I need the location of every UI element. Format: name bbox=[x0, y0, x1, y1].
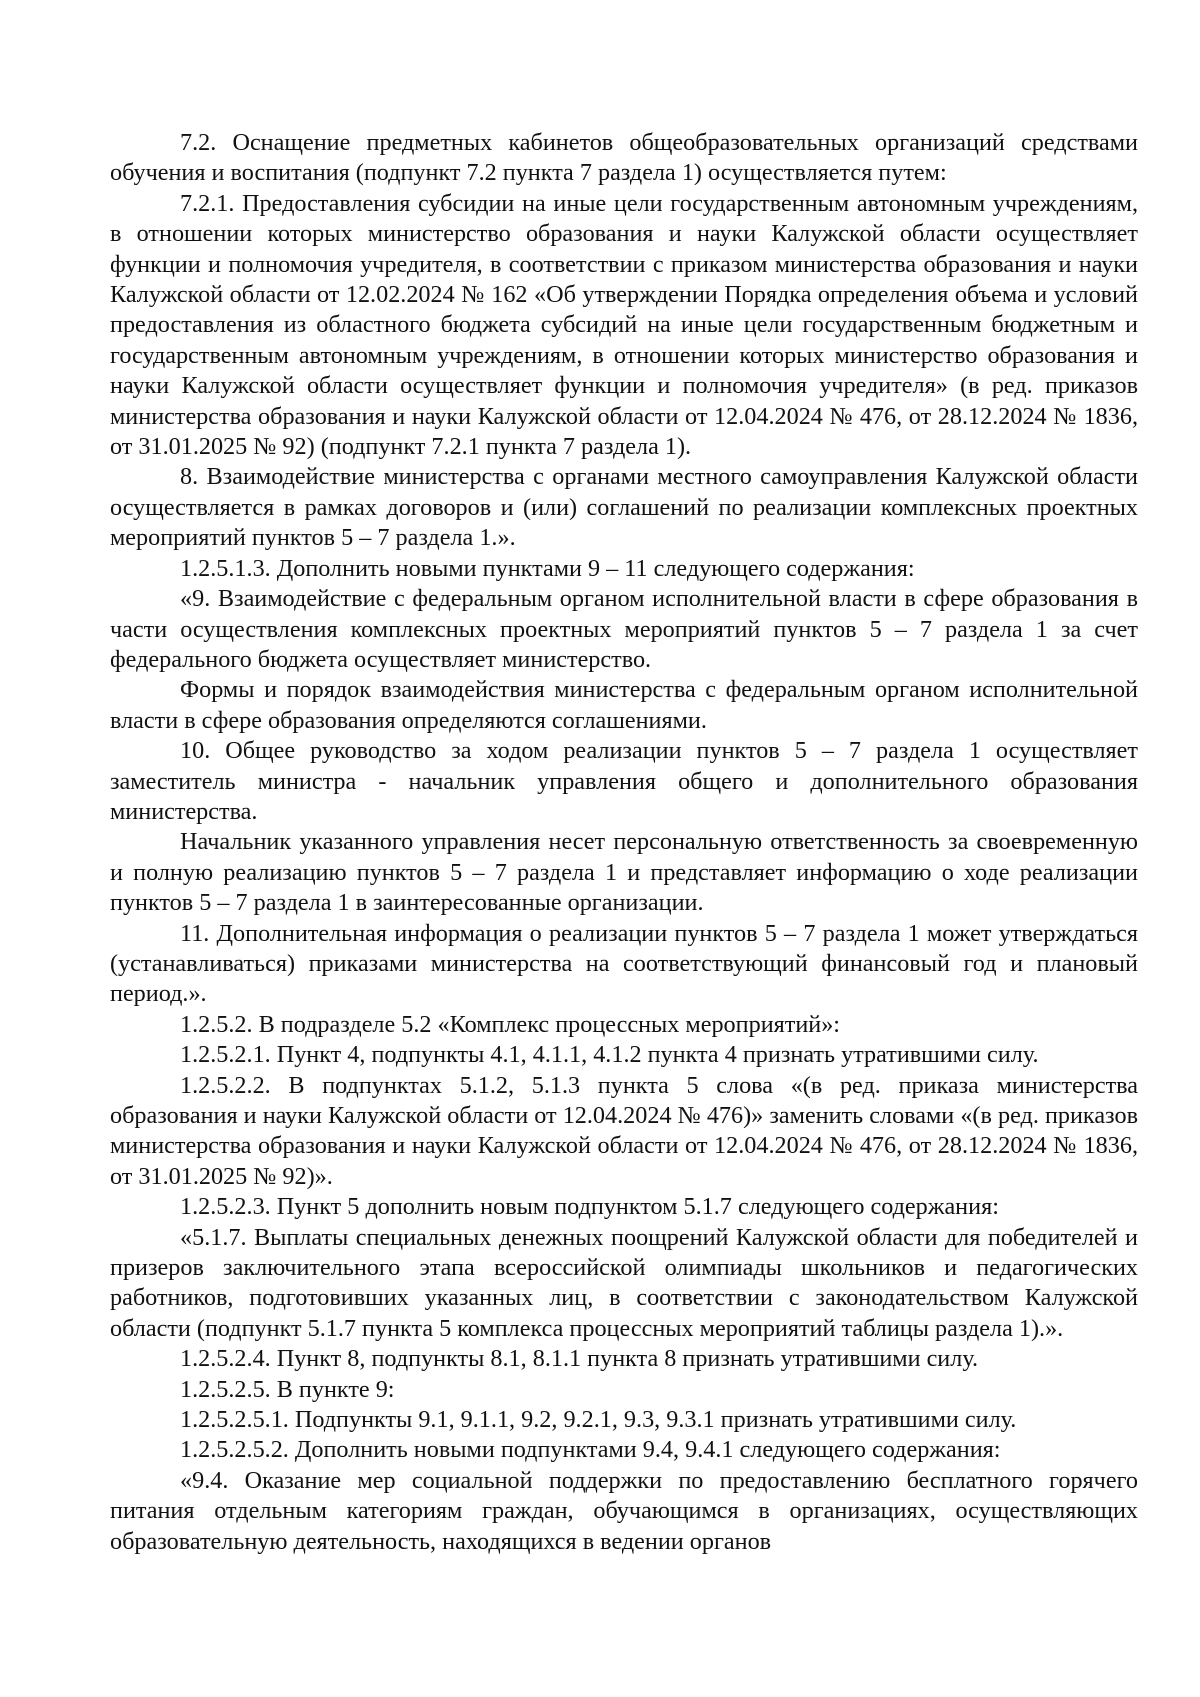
document-page bbox=[110, 128, 1138, 1557]
paragraph-7-2: 7.2. Оснащение предметных кабинетов общеобразовательных организаций средствами обучения и воспитания (подпункт 7.2 пункта 7 раздела 1) осуществляется путем: bbox=[110, 129, 1138, 187]
paragraph-1-2-5-2-5-2: 1.2.5.2.5.2. Дополнить новыми подпунктами 9.4, 9.4.1 следующего содержания: bbox=[180, 1436, 1001, 1464]
paragraph-10-head: Начальник указанного управления несет персональную ответственность за своевременную и полную реализацию пунктов 5 – 7 раздела 1 и представляет информацию о ходе реализации пунктов 5 – 7 раздела 1 в заинтересованные организации. bbox=[110, 828, 1138, 917]
paragraph-1-2-5-2: 1.2.5.2. В подразделе 5.2 «Комплекс процессных мероприятий»: bbox=[180, 1010, 841, 1038]
paragraph-9-4: «9.4. Оказание мер социальной поддержки по предоставлению бесплатного горячего питания отдельным категориям граждан, обучающимся в организациях, осуществляющих образовательную деятельность, находящихся в ведении органов bbox=[110, 1466, 1138, 1555]
paragraph-1-2-5-2-1: 1.2.5.2.1. Пункт 4, подпункты 4.1, 4.1.1, 4.1.2 пункта 4 признать утратившими силу. bbox=[180, 1041, 1039, 1069]
paragraph-1-2-5-2-3: 1.2.5.2.3. Пункт 5 дополнить новым подпунктом 5.1.7 следующего содержания: bbox=[180, 1193, 999, 1221]
paragraph-9-forms: Формы и порядок взаимодействия министерства с федеральным органом исполнительной власти в сфере образования определяются соглашениями. bbox=[110, 676, 1138, 734]
paragraph-8: 8. Взаимодействие министерства с органами местного самоуправления Калужской области осуществляется в рамках договоров и (или) соглашений по реализации комплексных проектных мероприятий пунктов 5 – 7 раздела 1.». bbox=[110, 463, 1138, 552]
paragraph-7-2-1: 7.2.1. Предоставления субсидии на иные цели государственным автономным учреждениям, в отношении которых министерство образования и науки Калужской области осуществляет функции и полномочия учредителя, в соответствии с приказом министерства образования и науки Калужской области от 12.02.2024 № 162 «Об утверждении Порядка определения объема и условий предоставления из областного бюджета субсидий на иные цели государственным бюджетным и государственным автономным учреждениям, в отношении которых министерство образования и науки Калужской области осуществляет функции и полномочия учредителя» (в ред. приказов министерства образования и науки Калужской области от 12.04.2024 № 476, от 28.12.2024 № 1836, от 31.01.2025 № 92) (подпункт 7.2.1 пункта 7 раздела 1). bbox=[110, 189, 1138, 461]
paragraph-1-2-5-2-2: 1.2.5.2.2. В подпунктах 5.1.2, 5.1.3 пункта 5 слова «(в ред. приказа министерства образования и науки Калужской области от 12.04.2024 № 476)» заменить словами «(в ред. приказов министерства образования и науки Калужской области от 12.04.2024 № 476, от 28.12.2024 № 1836, от 31.01.2025 № 92)». bbox=[110, 1071, 1138, 1190]
paragraph-10: 10. Общее руководство за ходом реализации пунктов 5 – 7 раздела 1 осуществляет заместитель министра - начальник управления общего и дополнительного образования министерства. bbox=[110, 737, 1138, 825]
paragraph-1-2-5-2-4: 1.2.5.2.4. Пункт 8, подпункты 8.1, 8.1.1 пункта 8 признать утратившими силу. bbox=[180, 1345, 979, 1373]
paragraph-9: «9. Взаимодействие с федеральным органом исполнительной власти в сфере образования в части осуществления комплексных проектных мероприятий пунктов 5 – 7 раздела 1 за счет федерального бюджета осуществляет министерство. bbox=[110, 585, 1138, 673]
paragraph-1-2-5-1-3: 1.2.5.1.3. Дополнить новыми пунктами 9 – 11 следующего содержания: bbox=[180, 554, 915, 582]
paragraph-1-2-5-2-5-1: 1.2.5.2.5.1. Подпункты 9.1, 9.1.1, 9.2, 9.2.1, 9.3, 9.3.1 признать утратившими силу. bbox=[180, 1406, 1017, 1434]
paragraph-11: 11. Дополнительная информация о реализации пунктов 5 – 7 раздела 1 может утверждаться (устанавливаться) приказами министерства на соответствующий финансовый год и плановый период.». bbox=[110, 919, 1138, 1008]
paragraph-5-1-7: «5.1.7. Выплаты специальных денежных поощрений Калужской области для победителей и призеров заключительного этапа всероссийской олимпиады школьников и педагогических работников, подготовивших указанных лиц, в соответствии с законодательством Калужской области (подпункт 5.1.7 пункта 5 комплекса процессных мероприятий таблицы раздела 1).». bbox=[110, 1223, 1138, 1342]
paragraph-1-2-5-2-5: 1.2.5.2.5. В пункте 9: bbox=[180, 1375, 395, 1403]
